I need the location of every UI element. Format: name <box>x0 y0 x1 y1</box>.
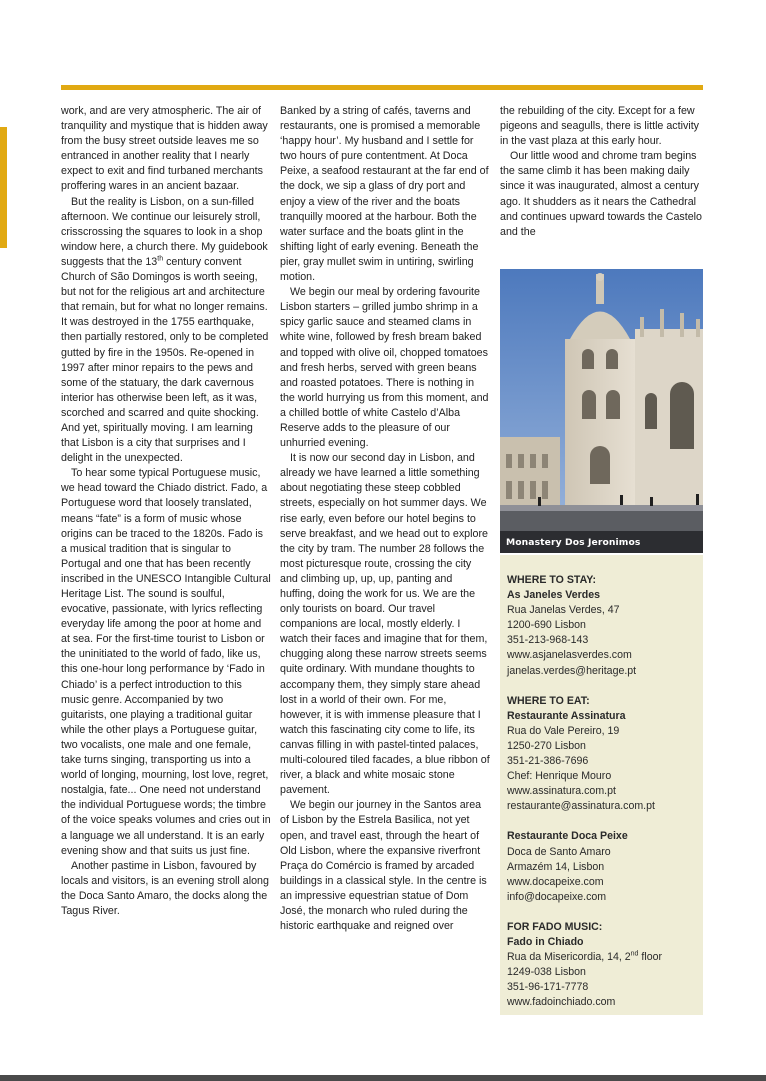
phone-line: 351-213-968-143 <box>507 634 589 647</box>
monastery-photo <box>500 269 703 553</box>
paragraph: Our little wood and chrome tram begins the same climb it has been making daily since it was inaugurated, almost a century ago. It shudders as it nears the Cathedral and continues upward towards the Castelo and the <box>500 150 702 238</box>
email-link[interactable]: restaurante@assinatura.com.pt <box>507 800 655 813</box>
phone-line: 351-21-386-7696 <box>507 755 589 768</box>
paragraph: Another pastime in Lisbon, favoured by locals and visitors, is an evening stroll along the Doca Santo Amaro, the docks along the Tagus River. <box>61 859 269 917</box>
section-heading: WHERE TO EAT: <box>507 694 590 707</box>
venue-name: Restaurante Doca Peixe <box>507 830 628 843</box>
address-line: Doca de Santo Amaro <box>507 845 611 858</box>
postal-line: 1249-038 Lisbon <box>507 966 586 979</box>
website-link[interactable]: www.docapeixe.com <box>507 875 604 888</box>
paragraph: the rebuilding of the city. Except for a few pigeons and seagulls, there is little activity in the vast plaza at this early hour. <box>500 105 700 148</box>
photo-caption: Monastery Dos Jeronimos <box>506 537 641 548</box>
paragraph: But the reality is Lisbon, on a sun-filled afternoon. We continue our leisurely stroll, crisscrossing the squares to look in a shop window here, a church there. My guidebook suggests that the 13th century convent Church of São Domingos is worth seeing, but not for the religious art and architecture that remain, but for what no longer remains. It was destroyed in the 1755 earthquake, then partially restored, only to be completed gutted by fire in the 1950s. Re-opened in 1997 after minor repairs to the pews and some of the statuary, the dark cavernous interior has otherwise been left, as it was, scorched and scarred and quite shocking. And yet, spiritually moving. I am learning that Lisbon is a city that surprises and I delight in the unexpected. <box>61 195 269 465</box>
info-section-stay <box>507 573 703 679</box>
info-section-fado <box>507 920 703 1011</box>
website-link[interactable]: www.asjanelasverdes.com <box>507 649 632 662</box>
info-section-eat <box>507 694 703 815</box>
address-line: Rua Janelas Verdes, 47 <box>507 604 620 617</box>
venue-name: As Janeles Verdes <box>507 589 601 602</box>
address-line: Rua do Vale Pereiro, 19 <box>507 724 620 737</box>
paragraph: It is now our second day in Lisbon, and already we have learned a little something about negotiating these steep cobbled streets, especially on hot summer days. We rise early, even before our hotel begins to serve breakfast, and we head out to explore the city by tram. The number 28 follows the most picturesque route, crossing the city and climbing up, up, up, panting and huffing, doing the work for us. We are the only tourists on board. Our travel companions are local, mostly elderly. I watch their faces and imagine that for them, chugging along these narrow streets seems quite ordinary. With mundane thoughts to accompany them, they simply stare ahead lost in a world of their own. For me, however, it is with immense pleasure that I watch this fascinating city come to life, its canvas filling in with pastel-tinted palaces, multi-coloured tiled facades, a blue ribbon of river, a black and white mosaic stone pavement. <box>280 452 490 797</box>
paragraph: To hear some typical Portuguese music, we head toward the Chiado district. Fado, a Portuguese word that loosely translated, means “fate” is a form of music whose origins can be traced to the 1820s. Fado is a musical tradition that is singular to Portugal and one that has been recently inscribed in the UNESCO Intangible Cultural Heritage List. The sound is soulful, evocative, passionate, with lyrics reflecting everyday life among the poor at home and at sea. For the first-time tourist to Lisbon or the uninitiated to the world of fado, like us, this one-hour long performance by ‘Fado in Chiado’ is a perfect introduction to this music genre. Accompanied by two guitarists, one playing a traditional guitar while the other plays a Portuguese guitar, two vocalists, one male and one female, take turns singing, transporting us into a world of longing, mourning, lost love, regret, nostalgia, fate... One need not understand the individual Portuguese words; the timbre of the voice speaks volumes and cries out in a language we all understand. It is an early evening show and that suits us just fine. <box>61 467 271 857</box>
venue-name: Fado in Chiado <box>507 935 584 948</box>
paragraph: We begin our meal by ordering favourite Lisbon starters – grilled jumbo shrimp in a spicy garlic sauce and steamed clams in white wine, followed by fresh bream baked and topped with olive oil, chopped tomatoes and fresh herbs, served with green beans and roasted potatoes. There is nothing in the world hurrying us from this moment, and a chilled bottle of white Castelo d’Alba Reserve adds to the pleasure of our unhurried evening. <box>280 286 489 450</box>
postal-line: 1250-270 Lisbon <box>507 739 586 752</box>
monastery-illustration <box>500 269 703 553</box>
section-heading: WHERE TO STAY: <box>507 574 597 586</box>
left-accent-strip <box>0 127 7 248</box>
email-link[interactable]: info@docapeixe.com <box>507 890 607 903</box>
chef-line: Chef: Henrique Mouro <box>507 770 612 783</box>
travel-info-box <box>500 555 703 1015</box>
phone-line: 351-96-171-7778 <box>507 981 589 994</box>
top-rule <box>61 85 703 90</box>
paragraph: We begin our journey in the Santos area of Lisbon by the Estrela Basilica, not yet open, and travel east, through the heart of Old Lisbon, where the expansive riverfront Praça do Comércio is framed by arcaded buildings in a classical style. In the centre is an impressive equestrian statue of Dom José, the monarch who ruled during the historic earthquake and reigned over <box>280 799 487 933</box>
info-section-eat-2 <box>507 829 703 904</box>
address-line: Rua da Misericordia, 14, 2nd floor <box>507 950 663 964</box>
section-heading: FOR FADO MUSIC: <box>507 920 603 933</box>
address-line: Armazém 14, Lisbon <box>507 860 605 873</box>
paragraph: work, and are very atmospheric. The air of tranquility and mystique that is hidden away from the busy street outside leaves me so entranced in another reality that I nearly expect to exit and find turbaned merchants proffering wares in an ancient bazaar. <box>61 105 268 193</box>
bottom-rule <box>0 1075 766 1081</box>
email-link[interactable]: janelas.verdes@heritage.pt <box>507 664 637 677</box>
postal-line: 1200-690 Lisbon <box>507 619 586 632</box>
article-column-2 <box>280 104 490 934</box>
article-column-1 <box>61 104 271 919</box>
venue-name: Restaurante Assinatura <box>507 709 626 722</box>
paragraph: Banked by a string of cafés, taverns and restaurants, one is promised a memorable ‘happy hour’. My husband and I settle for two hours of pure contentment. At Doca Peixe, a seafood restaurant at the far end of the dock, we sip a glass of dry port and enjoy a view of the river and the boats tranquilly moored at the harbour. Both the water surface and the boats glint in the shifting light of early evening. Beneath the pier, gray mullet swim in untiring, swirling motion. <box>280 105 489 284</box>
website-link[interactable]: www.assinatura.com.pt <box>507 785 616 798</box>
website-link[interactable]: www.fadoinchiado.com <box>507 996 616 1009</box>
article-column-3 <box>500 104 703 240</box>
